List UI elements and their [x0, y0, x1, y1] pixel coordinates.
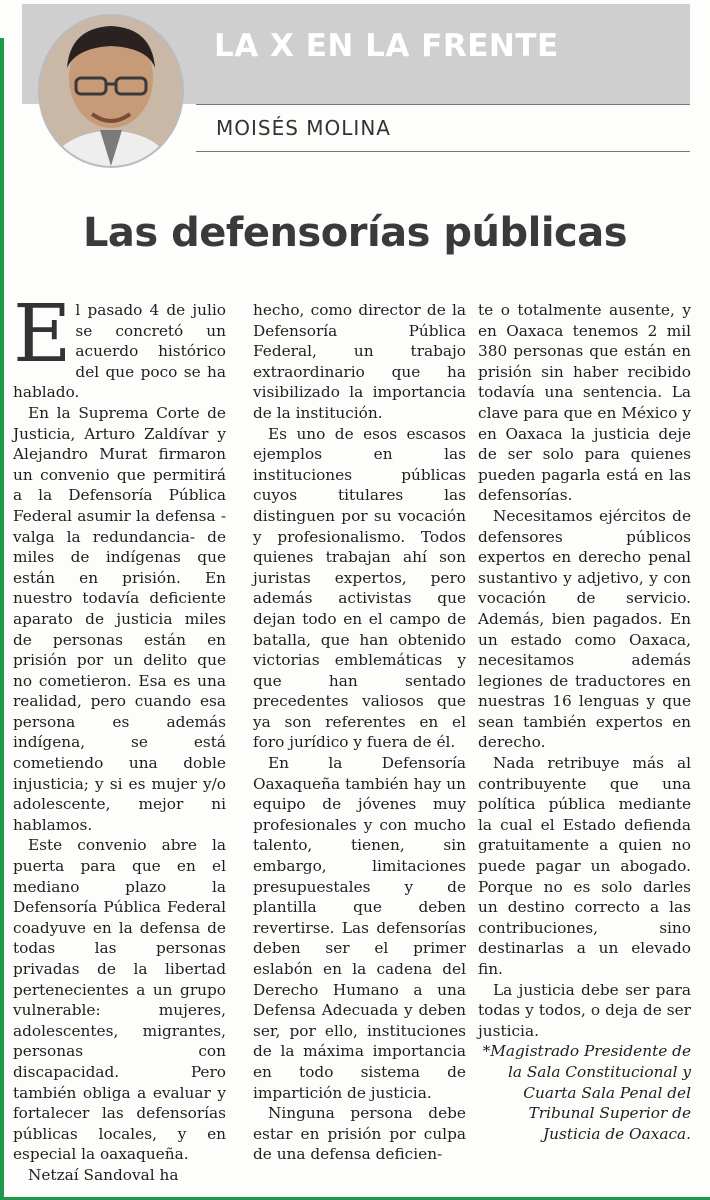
article-paragraph: te o totalmente ausente, y en Oaxaca tenemos 2 mil 380 personas que están en prisión sin haber recibido todavía una sentencia. La clave para que en México y en Oaxaca la justicia deje de ser solo para quienes pueden pagarla está en las defensorías.: [478, 301, 691, 505]
article-paragraph: Este convenio abre la puerta para que en el mediano plazo la Defensoría Pública Federal coadyuve en la defensa de todas las personas privadas de la libertad pertenecientes a un grupo vulnerable: mujeres, adolescentes, migrantes, personas con discapacidad. Pero también obliga a evaluar y fortalecer las defensorías públicas locales, y en especial la oaxaqueña.: [13, 836, 226, 1164]
article-column-1: [13, 287, 226, 1186]
article-headline: Las defensorías públicas: [82, 210, 628, 256]
article-paragraph: Netzaí Sandoval ha: [28, 1165, 179, 1184]
article-paragraph: La justicia debe ser para todas y todos, o deja de ser justicia.: [478, 980, 691, 1040]
article-paragraph: En la Suprema Corte de Justicia, Arturo Zaldívar y Alejandro Murat firmaron un convenio que permitirá a la Defensoría Pública Federal asumir la defensa -valga la redundancia- de miles de indígenas que están en prisión. En nuestro todavía deficiente aparato de justicia miles de personas están en prisión por un delito que no cometieron. Esa es una realidad, pero cuando esa persona es además indígena, se está cometiendo una doble injusticia; y si es mujer y/o adolescente, mejor ni hablamos.: [13, 403, 226, 834]
author-signature: *Magistrado Presidente de la Sala Constitucional y Cuarta Sala Penal del Tribunal Superior de Justicia de Oaxaca.: [482, 1042, 691, 1143]
article-paragraph: hecho, como director de la Defensoría Pública Federal, un trabajo extraordinario que ha visibilizado la importancia de la institución.: [253, 301, 466, 422]
article-column-3: [478, 300, 691, 1144]
article-paragraph: El pasado 4 de julio se concretó un acuerdo histórico del que poco se ha hablado.: [13, 287, 226, 402]
author-name: MOISÉS MOLINA: [216, 116, 391, 140]
article-paragraph: Necesitamos ejércitos de defensores públicos expertos en derecho penal sustantivo y adjetivo, y con vocación de servicio. Además, bien pagados. En un estado como Oaxaca, necesitamos además legiones de traductores en nuestras 16 lenguas y que sean también expertos en derecho.: [478, 506, 691, 752]
article-column-2: [253, 300, 466, 1165]
article-paragraph: Es uno de esos escasos ejemplos en las instituciones públicas cuyos titulares las distinguen por su vocación y profesionalismo. Todos quienes trabajan ahí son juristas expertos, pero además activistas que dejan todo en el campo de batalla, que han obtenido victorias emblemáticas y que han sentado precedentes valiosos que ya son referentes en el foro jurídico y fuera de él.: [253, 424, 466, 752]
article-paragraph: Nada retribuye más al contribuyente que una política pública mediante la cual el Estado defienda gratuitamente a quien no puede pagar un abogado. Porque no es solo darles un destino correcto a las contribuciones, sino destinarlas a un elevado fin.: [478, 754, 691, 978]
drop-cap: E: [13, 287, 72, 380]
article-paragraph: En la Defensoría Oaxaqueña también hay un equipo de jóvenes muy profesionales y con mucho talento, tienen, sin embargo, limitaciones presupuestales y de plantilla que deben revertirse. Las defensorías deben ser el primer eslabón en la cadena del Derecho Humano a una Defensa Adecuada y deben ser, por ello, instituciones de la máxima importancia en todo sistema de impartición de justicia.: [253, 754, 466, 1102]
article-paragraph: Ninguna persona debe estar en prisión por culpa de una defensa deficien-: [253, 1104, 466, 1164]
author-portrait: [40, 16, 182, 166]
column-title: LA X EN LA FRENTE: [214, 28, 559, 64]
author-portrait-image: [40, 16, 182, 166]
